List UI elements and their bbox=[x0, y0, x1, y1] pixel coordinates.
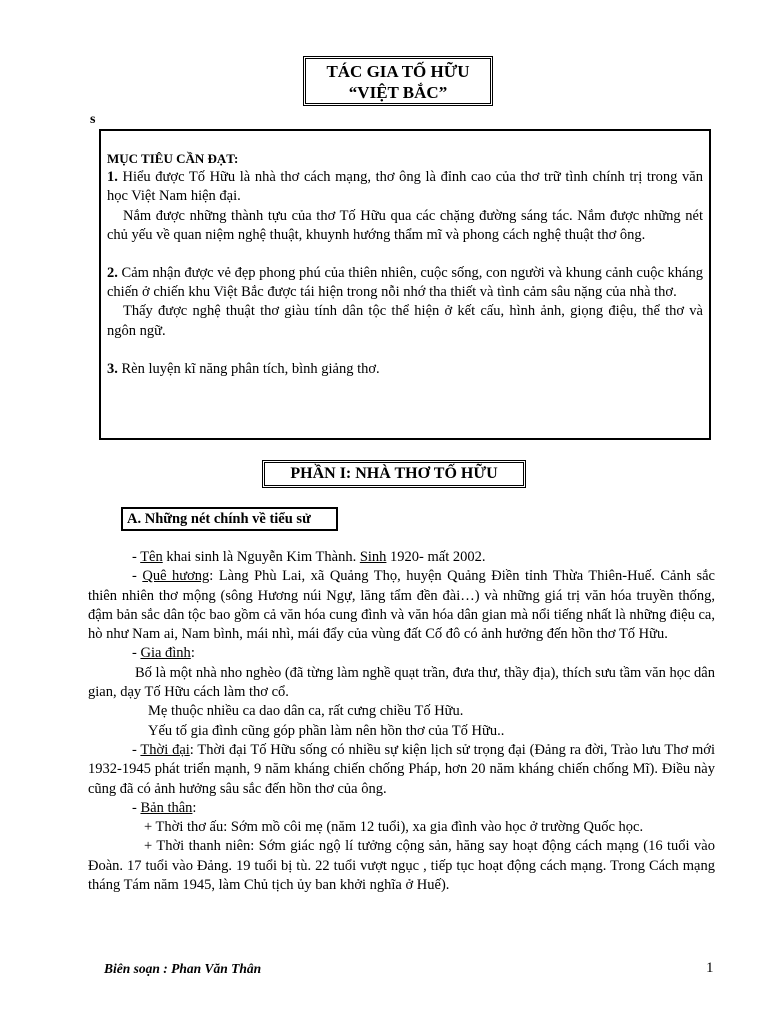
footer-author: Biên soạn : Phan Văn Thân bbox=[104, 961, 262, 976]
page-number: 1 bbox=[706, 960, 714, 976]
bio-era bbox=[88, 741, 715, 799]
bio-self-p2: + Thời thanh niên: Sớm giác ngộ lí tưởng cộng sản, hăng say hoạt động cách mạng (16 tuổi vào Đoàn. 17 tuổi vào Đảng. 19 tuổi bị tù. 22 tuổi vượt ngục , tiếp tục hoạt động cách mạng. Trong Cách mạng tháng Tám năm 1945, làm Chủ tịch ủy ban khởi nghĩa ở Huế). bbox=[88, 838, 715, 894]
objective-3-text: Rèn luyện kĩ năng phân tích, bình giảng thơ. bbox=[117, 360, 380, 377]
bio-family-label: Gia đình bbox=[140, 645, 191, 662]
document-title bbox=[303, 56, 493, 106]
bio-family-prefix: - bbox=[132, 645, 141, 662]
bio-family bbox=[88, 644, 715, 663]
objective-1-text: Hiểu được Tố Hữu là nhà thơ cách mạng, thơ ông là đỉnh cao của thơ trữ tình chính trị trong văn học Việt Nam hiện đại. bbox=[107, 169, 703, 205]
bio-birth-label: Sinh bbox=[359, 549, 387, 565]
bio-self-label: Bản thân bbox=[140, 799, 193, 816]
objective-3 bbox=[107, 360, 703, 379]
part-heading: PHẦN I: NHÀ THƠ TỐ HỮU bbox=[262, 460, 526, 488]
objective-2 bbox=[107, 264, 703, 302]
bio-name-label: Tên bbox=[140, 549, 163, 565]
objective-2-sub: Thấy được nghệ thuật thơ giàu tính dân tộc thể hiện ở kết cấu, hình ảnh, giọng điệu, thể thơ và ngôn ngữ. bbox=[107, 303, 703, 339]
bio-family-p3: Yếu tố gia đình cũng góp phần làm nên hồn thơ của Tố Hữu.. bbox=[148, 722, 505, 739]
bio-self-prefix: - bbox=[132, 799, 141, 816]
bio-home-label: Quê hương bbox=[142, 568, 210, 585]
bio-name bbox=[88, 548, 715, 567]
bio-self-colon: : bbox=[192, 799, 197, 816]
section-heading: A. Những nét chính về tiểu sử bbox=[121, 507, 338, 531]
bio-hometown bbox=[88, 567, 715, 644]
objective-1 bbox=[107, 168, 703, 206]
bio-home-text: : Làng Phù Lai, xã Quảng Thọ, huyện Quảng Điền tỉnh Thừa Thiên-Huế. Cảnh sắc thiên nhiên thơ mộng (sông Hương núi Ngự, lăng tẩm đền đài…) và những giá trị văn hóa truyền thống, đậm bản sắc dân tộc bao gồm cả văn hóa cung đình và văn hóa dân gian mà nổi tiếng nhất là những điệu ca, hò như Nam ai, Nam bình, mái nhì, mái đẩy của vùng đất Cố đô có ảnh hưởng đến hồn thơ Tố Hữu. bbox=[88, 568, 715, 643]
objective-2-number: 2. bbox=[107, 265, 118, 282]
bio-name-prefix: - bbox=[132, 549, 141, 565]
bio-era-label: Thời đại bbox=[140, 741, 190, 758]
bio-self bbox=[88, 799, 715, 818]
objectives-box bbox=[99, 129, 711, 440]
bio-self-p1: + Thời thơ ấu: Sớm mồ côi mẹ (năm 12 tuổi), xa gia đình vào học ở trường Quốc học. bbox=[144, 819, 644, 836]
bio-era-text: : Thời đại Tố Hữu sống có nhiều sự kiện lịch sử trọng đại (Đảng ra đời, Trào lưu Thơ mới 1932-1945 phát triển mạnh, 9 năm kháng chiến chống Pháp, hơn 20 năm kháng chiến chống Mĩ). Điều này cũng đã có ảnh hưởng sâu sắc đến hồn thơ của ông. bbox=[88, 741, 715, 797]
objective-1-sub: Nắm được những thành tựu của thơ Tố Hữu qua các chặng đường sáng tác. Nắm được những nét chủ yếu về quan niệm nghệ thuật, khuynh hướng thẩm mĩ và phong cách nghệ thuật thơ ông. bbox=[107, 207, 703, 243]
bio-birth-text: 1920- mất 2002. bbox=[386, 549, 486, 565]
objective-1-number: 1. bbox=[107, 169, 118, 186]
objective-2-text: Cảm nhận được vẻ đẹp phong phú của thiên nhiên, cuộc sống, con người và khung cảnh cuộc kháng chiến ở chiến khu Việt Bắc được tái hiện trong nỗi nhớ tha thiết và tình cảm sâu nặng của nhà thơ. bbox=[107, 265, 703, 301]
biography-body bbox=[88, 548, 715, 895]
bio-family-p2: Mẹ thuộc nhiều ca dao dân ca, rất cưng chiều Tố Hữu. bbox=[148, 703, 464, 720]
objective-3-number: 3. bbox=[107, 360, 118, 377]
title-line-1: TÁC GIA TỐ HỮU bbox=[326, 62, 470, 81]
title-line-2: “VIỆT BẮC” bbox=[348, 83, 448, 102]
bio-home-prefix: - bbox=[132, 568, 143, 585]
bio-family-colon: : bbox=[190, 645, 195, 662]
bio-family-p1: Bố là một nhà nho nghèo (đã từng làm nghề quạt trần, đưa thư, thầy địa), thích sưu tầm văn học dân gian, dạy Tố Hữu cách làm thơ cổ. bbox=[88, 664, 715, 701]
bio-era-prefix: - bbox=[132, 741, 141, 758]
bio-name-text: khai sinh là Nguyễn Kim Thành. bbox=[162, 549, 360, 565]
objectives-heading: MỤC TIÊU CẦN ĐẠT: bbox=[107, 151, 239, 166]
stray-mark: s bbox=[90, 112, 96, 127]
